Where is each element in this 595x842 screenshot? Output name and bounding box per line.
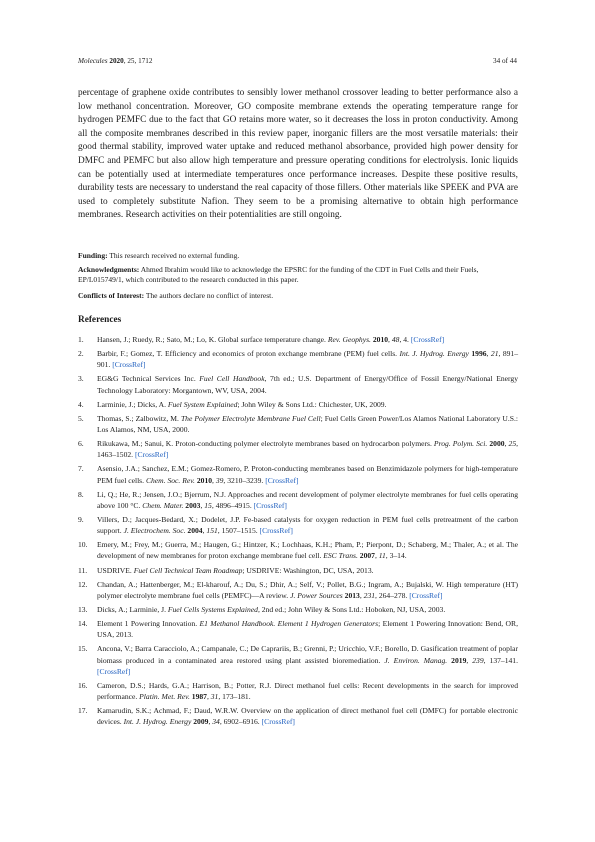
crossref-link[interactable]: [CrossRef] [265, 475, 299, 485]
reference-italic-text: Platin. Met. Rev. [139, 692, 190, 702]
reference-year: 2009 [193, 717, 209, 727]
reference-text-segment: ; John Wiley & Sons Ltd.: Chichester, UK, 2009. [237, 399, 387, 409]
reference-item [78, 618, 518, 640]
reference-text-segment: Emery, M.; Frey, M.; Guerra, M.; Haugen, G.; Hintzer, K.; Lochhaas, K.H.; Pham, P.; Pierpont, D.; Schaberg, M.; Thaler, A.; et al. The development of new membranes for proton exchange membrane fuel cell. [97, 540, 518, 561]
reference-year: 2010 [196, 475, 213, 485]
acknowledgments-text: Ahmed Ibrahim would like to acknowledge the EPSRC for the funding of the CDT in Fuel Cells and their Fuels, EP/L015749/1, which contributed to the research conducted in this paper. [78, 265, 479, 284]
reference-item [78, 413, 518, 435]
crossref-link[interactable]: [CrossRef] [134, 450, 169, 460]
reference-year: 2000 [489, 439, 505, 449]
reference-italic-text: Int. J. Hydrog. Energy [399, 349, 469, 359]
reference-text [97, 489, 518, 511]
reference-text-segment: Hansen, J.; Ruedy, R.; Sato, M.; Lo, K. Global surface temperature change. [97, 335, 328, 344]
reference-number: 4. [78, 399, 84, 409]
reference-text-segment: EG&G Technical Services Inc. [97, 374, 200, 384]
reference-number: 16. [78, 680, 88, 690]
reference-italic-text: The Polymer Electrolyte Membrane Fuel Cell [180, 413, 321, 423]
reference-text-segment: , [206, 692, 211, 702]
reference-text-segment: , [200, 500, 205, 510]
reference-italic-text: Fuel System Explained [167, 399, 238, 409]
reference-item [78, 463, 518, 485]
reference-text-segment: , 173–181. [218, 692, 251, 702]
reference-text-segment: Larminie, J.; Dicks, A. [97, 399, 168, 409]
reference-number: 11. [78, 565, 88, 575]
reference-text-segment: , 6902–6916. [219, 717, 262, 727]
reference-text-segment: Dicks, A.; Larminie, J. [97, 604, 168, 614]
reference-year: 2019 [451, 655, 467, 665]
reference-text-segment: , [208, 717, 213, 727]
reference-text [97, 680, 518, 702]
reference-number: 17. [78, 706, 88, 716]
reference-number: 8. [78, 489, 84, 499]
reference-text-segment: , [359, 590, 364, 600]
reference-item [78, 514, 518, 536]
reference-text-segment: , 1507–1515. [217, 526, 260, 536]
reference-italic-text: 11 [378, 551, 386, 561]
reference-number: 12. [78, 579, 88, 589]
reference-year: 2013 [344, 590, 360, 600]
reference-text-segment: , 2nd ed.; John Wiley & Sons Ltd.: Hoboken, NJ, USA, 2003. [257, 604, 446, 614]
reference-text [97, 539, 518, 561]
reference-text-segment: Barbir, F.; Gomez, T. Efficiency and economics of proton exchange membrane (PEM) fuel cells. [97, 349, 400, 359]
reference-text-segment: , 137–141. [483, 655, 519, 665]
reference-year: 2004 [187, 526, 203, 536]
reference-text [97, 618, 518, 640]
reference-italic-text: Fuel Cells Systems Explained [167, 604, 258, 614]
reference-item [78, 399, 518, 410]
conflicts-text: The authors declare no conflict of interest. [144, 291, 274, 300]
reference-text-segment: Kamarudin, S.K.; Achmad, F.; Daud, W.R.W. Overview on the application of direct methanol fuel cell (DMFC) for portable electronic devices. [97, 706, 518, 727]
reference-item [78, 334, 518, 345]
funding-text: This research received no external funding. [107, 251, 240, 260]
reference-text-segment: Rikukawa, M.; Sanui, K. Proton-conducting polymer electrolyte membranes based on hydrocarbon polymers. [97, 439, 434, 449]
reference-text-segment: , [202, 526, 207, 536]
reference-text-segment: ; Element 1 Powering Innovation: Bend, OR, USA, 2013. [97, 619, 518, 640]
journal-year: 2020 [109, 57, 124, 65]
reference-item [78, 604, 518, 615]
reference-item [78, 705, 518, 727]
funding-statement [78, 251, 518, 261]
reference-item [78, 539, 518, 561]
reference-text-segment: , [388, 335, 392, 344]
page-number: 34 of 44 [493, 57, 517, 65]
acknowledgments-label: Acknowledgments: [78, 265, 140, 274]
reference-number: 1. [78, 335, 84, 344]
reference-text-segment: Chandan, A.; Hattenberger, M.; El-kharouf, A.; Du, S.; Dhir, A.; Self, V.; Pollet, B.G.; Ingram, A.; Bujalski, W. High temperature (HT) polymer electrolyte membrane fuel cells (PEMFC)—A review. [97, 579, 518, 600]
reference-text-segment: , 1463–1502. [97, 439, 519, 460]
reference-italic-text: 21 [490, 349, 499, 359]
reference-italic-text: 25 [508, 439, 517, 449]
reference-text-segment: Li, Q.; He, R.; Jensen, J.O.; Bjerrum, N.J. Approaches and recent development of polymer electrolyte membranes for fuel cells operating above 100 °C. [97, 489, 518, 510]
reference-italic-text: Int. J. Hydrog. Energy [123, 717, 192, 727]
reference-text [97, 705, 518, 727]
reference-text-segment: ; USDRIVE: Washington, DC, USA, 2013. [242, 565, 374, 575]
crossref-link[interactable]: [CrossRef] [410, 335, 445, 344]
reference-italic-text: Fuel Cell Technical Team Roadmap [133, 565, 243, 575]
reference-italic-text: 39 [215, 475, 224, 485]
reference-text-segment: Thomas, S.; Zalbowitz, M. [97, 413, 181, 423]
reference-text-segment: , 4896–4915. [211, 500, 254, 510]
reference-text-segment: , 7th ed.; U.S. Department of Energy/Office of Fossil Energy/National Energy Technology Laboratory: Morgantown, WV, USA, 2004. [97, 374, 518, 395]
reference-text-segment: , 264–278. [375, 590, 410, 600]
journal-volume: , 25, 1712 [123, 57, 153, 65]
reference-text-segment: , 891–901. [97, 349, 519, 370]
reference-text [97, 514, 518, 536]
reference-number: 15. [78, 644, 88, 654]
journal-citation [78, 57, 152, 65]
reference-number: 14. [78, 619, 88, 629]
reference-text [97, 373, 518, 395]
reference-item [78, 489, 518, 511]
reference-italic-text: Chem. Mater. [142, 500, 184, 510]
reference-item [78, 680, 518, 702]
funding-label: Funding: [78, 251, 108, 260]
page-header [78, 57, 517, 65]
reference-italic-text: Fuel Cell Handbook [199, 374, 265, 384]
reference-italic-text: Prog. Polym. Sci. [433, 439, 488, 449]
crossref-link[interactable]: [CrossRef] [259, 526, 293, 536]
reference-italic-text: E1 Methanol Handbook. Element 1 Hydrogen Generators [199, 619, 379, 629]
reference-text [97, 643, 518, 677]
reference-italic-text: 31 [210, 692, 219, 702]
reference-italic-text: 15 [204, 500, 212, 510]
reference-item [78, 643, 518, 677]
reference-item [78, 348, 518, 370]
reference-text [97, 348, 518, 370]
reference-number: 13. [78, 604, 88, 614]
reference-item [78, 579, 518, 601]
reference-year: 1987 [191, 692, 207, 702]
reference-text [97, 438, 518, 460]
reference-italic-text: ESC Trans. [323, 551, 358, 561]
reference-text [97, 463, 518, 485]
reference-italic-text: 34 [212, 717, 220, 727]
reference-text-segment: , 3210–3239. [223, 475, 266, 485]
reference-italic-text: 239 [472, 655, 484, 665]
reference-number: 6. [78, 439, 84, 449]
reference-text-segment: Villers, D.; Jacques-Bedard, X.; Dodelet, J.P. Fe-based catalysts for oxygen reduction in PEM fuel cells pretreatment of the carbon support. [97, 514, 518, 536]
reference-text-segment: , 3–14. [385, 551, 407, 561]
reference-text [97, 604, 518, 615]
reference-text [97, 579, 518, 601]
reference-italic-text: 48 [391, 335, 400, 344]
reference-number: 10. [78, 540, 88, 550]
crossref-link[interactable]: [CrossRef] [409, 590, 443, 600]
reference-italic-text: Chem. Soc. Rev. [145, 475, 195, 485]
reference-text-segment: , [486, 349, 491, 359]
journal-name: Molecules [78, 57, 108, 65]
reference-year: 2010 [372, 335, 389, 344]
reference-text-segment: , 4. [399, 335, 411, 344]
reference-text-segment: Ancona, V.; Barra Caracciolo, A.; Campanale, C.; De Caprariis, B.; Grenni, P.; Uricchio, V.F.; Borello, D. Gasification treatment of poplar biomass produced in a contaminated area restored using plant assisted bioremediation. [97, 644, 518, 665]
reference-text [97, 334, 518, 345]
reference-text-segment: , [374, 551, 379, 561]
reference-year: 1996 [471, 349, 487, 359]
reference-italic-text: J. Environ. Manag. [384, 655, 448, 665]
crossref-link[interactable]: [CrossRef] [112, 360, 146, 370]
reference-italic-text: J. Electrochem. Soc. [123, 526, 186, 536]
reference-italic-text: J. Power Sources [290, 590, 343, 600]
reference-text-segment: Asensio, J.A.; Sanchez, E.M.; Gomez-Romero, P. Proton-conducting membranes based on Benzimidazole polymers for high-temperature PEM fuel cells. [97, 464, 518, 485]
reference-item [78, 438, 518, 460]
reference-text-segment: Cameron, D.S.; Hards, G.A.; Harrison, B.; Potter, R.J. Direct methanol fuel cells: Recent developments in the search for improved performance. [97, 680, 518, 702]
reference-text-segment: ; Fuel Cells Green Power/Los Alamos National Laboratory U.S.: Los Alamos, NM, USA, 2000. [97, 413, 519, 434]
reference-text [97, 565, 518, 576]
reference-text-segment: USDRIVE. [97, 565, 134, 575]
crossref-link[interactable]: [CrossRef] [253, 500, 287, 510]
reference-text-segment: Element 1 Powering Innovation. [97, 619, 200, 629]
reference-number: 3. [78, 374, 84, 384]
acknowledgments-statement [78, 265, 518, 284]
reference-item [78, 565, 518, 576]
reference-year: 2003 [185, 500, 201, 510]
reference-year: 2007 [359, 551, 375, 561]
crossref-link[interactable]: [CrossRef] [97, 666, 131, 676]
reference-item [78, 373, 518, 395]
crossref-link[interactable]: [CrossRef] [261, 717, 295, 727]
reference-text-segment: , [212, 475, 216, 485]
reference-number: 2. [78, 349, 84, 359]
reference-number: 9. [78, 514, 84, 524]
reference-number: 7. [78, 464, 84, 474]
conflicts-statement [78, 291, 518, 301]
reference-text [97, 413, 518, 435]
reference-number: 5. [78, 413, 84, 423]
reference-italic-text: Rev. Geophys. [327, 335, 371, 344]
reference-text-segment: , [466, 655, 473, 665]
reference-list [78, 334, 518, 730]
reference-text [97, 399, 518, 410]
references-heading: References [78, 315, 122, 325]
reference-italic-text: 231 [363, 590, 376, 600]
reference-italic-text: 151 [206, 526, 218, 536]
reference-text-segment: , [504, 439, 509, 449]
conflicts-label: Conflicts of Interest: [78, 291, 145, 300]
conclusion-paragraph: percentage of graphene oxide contributes to sensibly lower methanol crossover leading to better performance also a low methanol concentration. Moreover, GO composite membrane extends the operating temperature range for hydrogen PEMFC due to the fact that GO retains more water, so it decreases the loss in proton conductivity. Among all the composite membranes described in this review paper, inorganic fillers are the most versatile materials: their good thermal stability, improved water uptake and reduced methanol absorbance, provided high power density for DMFC and PEMFC but also allow high temperature and pressure operating conditions for electrolysis. Ionic liquids can be potentially used at intermediate temperatures once performance increases. Despite these positive results, durability tests are necessary to understand the real capacity of those fillers. Other materials like SPEEK and PVA are used to completely substitute Nafion. They seem to be a promising alternative to obtain high performance membranes. Research activities on their potentialities are still ongoing. [78, 88, 518, 221]
